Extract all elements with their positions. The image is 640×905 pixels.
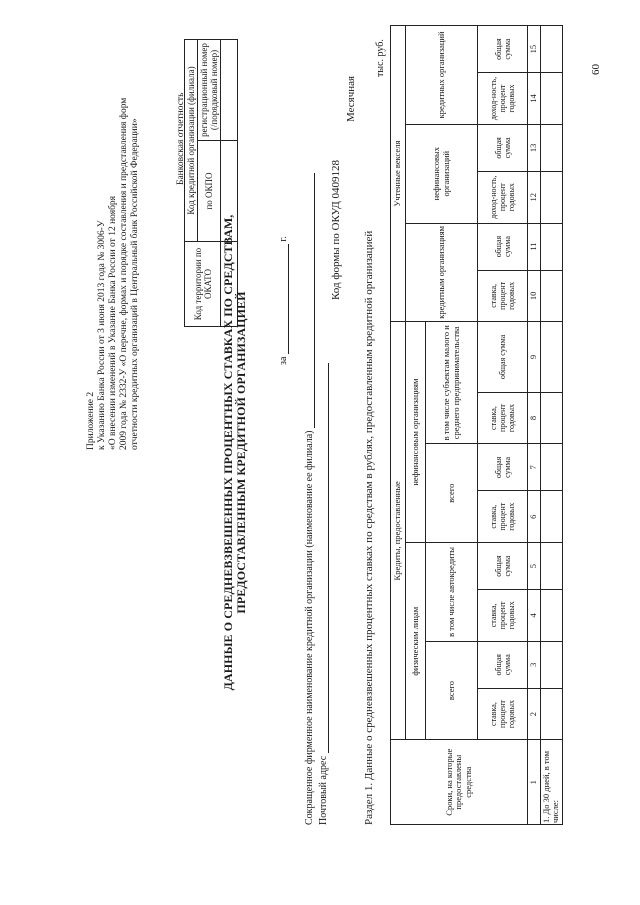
- column-number: 12: [528, 171, 541, 223]
- table-cell: [540, 590, 562, 642]
- nonfin-total-header: всего: [426, 444, 478, 543]
- column-number: 15: [528, 26, 541, 73]
- org-name-blank: [314, 173, 315, 428]
- column-number: 14: [528, 73, 541, 125]
- table-cell: [540, 641, 562, 688]
- form-title-line: ДАННЫЕ О СРЕДНЕВЗВЕШЕННЫХ ПРОЦЕНТНЫХ СТАВКАХ ПО СРЕДСТВАМ,: [221, 214, 235, 691]
- column-number: 2: [528, 688, 541, 740]
- table-cell: [540, 322, 562, 392]
- sme-header: в том числе субъектам малого и среднего предпринимательства: [426, 322, 478, 444]
- reporting-period: [278, 236, 289, 365]
- auto-loans-header: в том числе автокредиты: [426, 543, 478, 642]
- org-name-label: Сокращенное фирменное наименование кредитной организации (наименование ее филиала): [304, 430, 315, 825]
- table-cell: [540, 270, 562, 322]
- section-heading: Раздел 1. Данные о средневзвешенных процентных ставках по средствам в рублях, предоставленным кредитной организацией: [363, 230, 375, 825]
- form-title-line: ПРЕДОСТАВЛЕННЫМ КРЕДИТНОЙ ОРГАНИЗАЦИЕЙ: [234, 291, 248, 614]
- nonfinancial-loans-header: нефинансовым организациям: [406, 322, 426, 543]
- table-cell: [540, 73, 562, 125]
- column-number: 13: [528, 124, 541, 171]
- okpo-header: по ОКПО: [198, 141, 221, 242]
- form-title: [222, 0, 248, 905]
- appendix-line: 2009 года № 2332-У «О перечне, формах и порядке составления и представления форм: [119, 97, 129, 450]
- rate-header: ставка, процент годовых: [478, 688, 528, 740]
- credit-orgs-header: кредитным организациям: [406, 223, 478, 322]
- table-cell: [540, 491, 562, 543]
- appendix-line: Приложение 2: [86, 391, 96, 450]
- sum-header: общая сумма: [478, 641, 528, 688]
- territory-code-header: Код территории по ОКАТО: [185, 242, 221, 327]
- table-row-label: 1. До 30 дней, в том числе:: [540, 740, 562, 825]
- column-number: 6: [528, 491, 541, 543]
- appendix-line: «О внесении изменений в Указание Банка России от 12 ноября: [108, 195, 118, 450]
- period-prefix: за: [278, 356, 289, 365]
- sum-header: общая сумма: [478, 26, 528, 73]
- rate-header: ставка, процент годовых: [478, 590, 528, 642]
- column-number: 10: [528, 270, 541, 322]
- sum-header: общая сумма: [478, 223, 528, 270]
- yield-header: доход-ность, процент годовых: [478, 171, 528, 223]
- table-cell: [540, 26, 562, 73]
- bank-reporting-label: Банковская отчетность: [176, 92, 186, 185]
- sum-header: общая сумма: [478, 543, 528, 590]
- table-cell: [540, 171, 562, 223]
- rate-header: ставка, процент годовых: [478, 392, 528, 444]
- table-cell: [540, 444, 562, 491]
- table-cell: [540, 688, 562, 740]
- periodicity: Месячная: [345, 75, 357, 122]
- individuals-header: физическим лицам: [406, 543, 426, 740]
- org-name-line: [304, 173, 315, 825]
- sum-header: общая сумма: [478, 322, 528, 392]
- column-number: 1: [528, 740, 541, 825]
- column-number: 3: [528, 641, 541, 688]
- loans-header: Кредиты, предоставленные: [391, 322, 406, 740]
- column-number: 7: [528, 444, 541, 491]
- okud-code: Код формы по ОКУД 0409128: [330, 159, 342, 300]
- rate-header: ставка, процент годовых: [478, 491, 528, 543]
- table-cell: [540, 392, 562, 444]
- postal-address-blank: [328, 363, 329, 753]
- page-number: 60: [590, 64, 602, 75]
- nonfinancial-bills-header: нефинансовых организаций: [406, 124, 478, 223]
- period-blank: [288, 244, 289, 354]
- registration-number-header: регистрационный номер (/порядковый номер): [198, 40, 221, 141]
- table-cell: [540, 124, 562, 171]
- rate-header: ставка, процент годовых: [478, 270, 528, 322]
- period-suffix: г.: [278, 236, 289, 242]
- column-number: 11: [528, 223, 541, 270]
- yield-header: доход-ность, процент годовых: [478, 73, 528, 125]
- sum-header: общая сумма: [478, 124, 528, 171]
- appendix-line: к Указанию Банка России от 3 июня 2013 года № 3006-У: [97, 220, 107, 450]
- appendix-block: [86, 10, 141, 450]
- column-number: 4: [528, 590, 541, 642]
- appendix-line: отчетности кредитных организаций в Центральный банк Российской Федерации»: [130, 118, 140, 450]
- table-cell: [540, 223, 562, 270]
- rates-table: [390, 25, 563, 825]
- sum-header: общая сумма: [478, 444, 528, 491]
- bills-header: Учтенные векселя: [391, 26, 406, 322]
- individuals-total-header: всего: [426, 641, 478, 740]
- credit-orgs-bills-header: кредитных организаций: [406, 26, 478, 125]
- unit-label: тыс. руб.: [375, 39, 386, 77]
- column-number: 5: [528, 543, 541, 590]
- credit-org-code-header: Код кредитной организации (филиала): [185, 40, 198, 242]
- terms-header: Сроки, на которые предоставлены средства: [391, 740, 528, 825]
- table-cell: [540, 543, 562, 590]
- postal-address-label: Почтовый адрес: [318, 755, 329, 825]
- column-number: 9: [528, 322, 541, 392]
- postal-address-line: [318, 363, 329, 825]
- column-number: 8: [528, 392, 541, 444]
